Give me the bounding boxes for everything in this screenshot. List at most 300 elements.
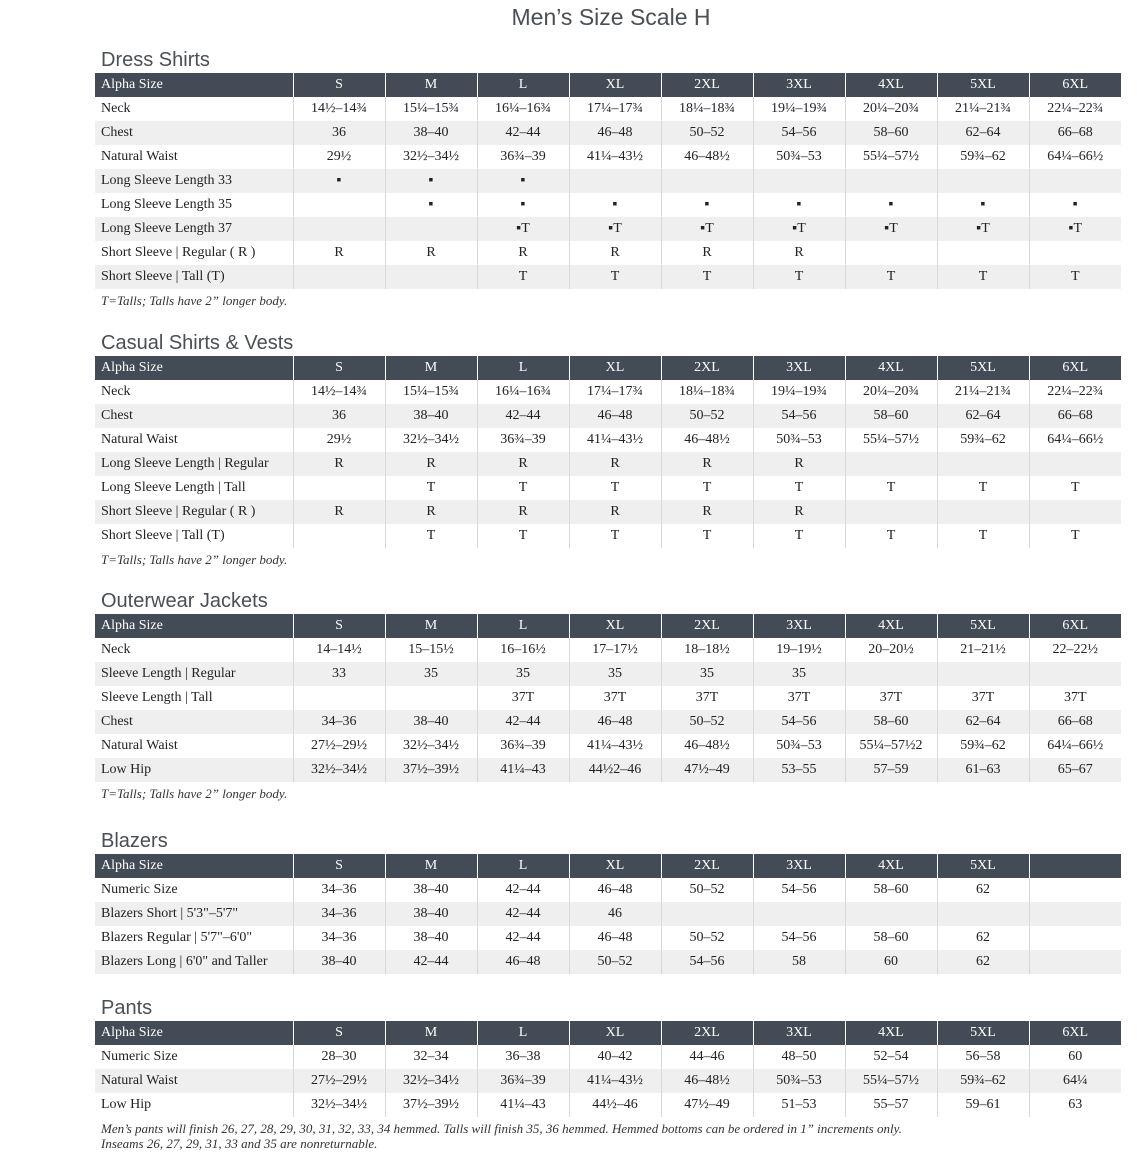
- section-title: Outerwear Jackets: [101, 590, 268, 612]
- table-cell: ▪T: [845, 217, 937, 241]
- table-cell: ▪: [845, 193, 937, 217]
- table-cell: 18¼–18¾: [661, 97, 753, 121]
- row-label: Blazers Short | 5'3"–5'7": [95, 902, 293, 926]
- table-cell: 64¼–66½: [1029, 734, 1121, 758]
- column-header-size: XL: [569, 614, 661, 638]
- table-cell: 42–44: [477, 902, 569, 926]
- table-cell: 37T: [661, 686, 753, 710]
- column-header-size: S: [293, 73, 385, 97]
- row-label: Neck: [101, 101, 131, 116]
- table-cell: 29½: [293, 428, 385, 452]
- table-row: [95, 476, 1121, 500]
- row-label: Low Hip: [101, 1097, 152, 1112]
- column-header-size: 6XL: [1029, 1021, 1121, 1045]
- row-label: Low Hip: [95, 758, 293, 782]
- table-cell: 22¼–22¾: [1029, 97, 1121, 121]
- table-cell: ▪T: [661, 217, 753, 241]
- section-note: T=Talls; Talls have 2” longer body.: [101, 552, 288, 567]
- table-cell: ▪T: [569, 217, 661, 241]
- table-cell: 59¾–62: [937, 145, 1029, 169]
- section-title: Pants: [101, 997, 153, 1019]
- row-label: Long Sleeve Length | Tall: [101, 480, 246, 495]
- section-note-2: Inseams 26, 27, 29, 31, 33 and 35 are nonreturnable.: [101, 1136, 378, 1151]
- column-header-size: [1029, 854, 1121, 878]
- table-row: [95, 524, 1121, 548]
- table-cell: 62–64: [937, 404, 1029, 428]
- row-label: Short Sleeve | Tall (T): [101, 528, 225, 543]
- table-cell: R: [385, 452, 477, 476]
- table-cell: 40–42: [569, 1045, 661, 1069]
- table-cell: T: [845, 476, 937, 500]
- table-cell: 32½–34½: [385, 428, 477, 452]
- column-header-size: S: [293, 854, 385, 878]
- table-cell: T: [661, 524, 753, 548]
- table-cell: R: [753, 500, 845, 524]
- table-cell: 36¾–39: [477, 734, 569, 758]
- table-cell: ▪: [385, 169, 477, 193]
- row-label: Natural Waist: [101, 432, 178, 447]
- table-cell: 54–56: [753, 878, 845, 902]
- table-cell: 19–19½: [753, 638, 845, 662]
- table-cell: R: [753, 452, 845, 476]
- table-cell: 38–40: [385, 902, 477, 926]
- table-cell: 38–40: [385, 878, 477, 902]
- column-header-label: Alpha Size: [95, 614, 293, 638]
- table-cell: T: [1029, 476, 1121, 500]
- table-row: [95, 878, 1121, 902]
- column-header-size: 5XL: [937, 614, 1029, 638]
- table-cell: ▪: [477, 169, 569, 193]
- table-cell: [569, 169, 661, 193]
- table-cell: [937, 902, 1029, 926]
- table-cell: 63: [1029, 1093, 1121, 1117]
- table-cell: 42–44: [477, 121, 569, 145]
- table-cell: ▪: [661, 193, 753, 217]
- column-header-size: 2XL: [661, 356, 753, 380]
- table-row: [95, 452, 1121, 476]
- table-cell: 41¼–43½: [569, 428, 661, 452]
- table-cell: 41¼–43: [477, 758, 569, 782]
- table-cell: 51–53: [753, 1093, 845, 1117]
- table-cell: 46–48½: [661, 145, 753, 169]
- table-cell: 64¼–66½: [1029, 145, 1121, 169]
- table-cell: T: [753, 476, 845, 500]
- row-label: Sleeve Length | Tall: [101, 690, 213, 705]
- table-cell: R: [661, 500, 753, 524]
- column-header-size: 5XL: [937, 73, 1029, 97]
- column-header-label: Alpha Size: [95, 73, 293, 97]
- table-cell: R: [477, 452, 569, 476]
- row-label: Long Sleeve Length 33: [95, 169, 293, 193]
- table-cell: 37T: [937, 686, 1029, 710]
- table-cell: 16–16½: [477, 638, 569, 662]
- table-cell: [937, 452, 1029, 476]
- table-cell: ▪: [293, 169, 385, 193]
- table-cell: [845, 662, 937, 686]
- table-cell: 52–54: [845, 1045, 937, 1069]
- row-label: Short Sleeve | Regular ( R ): [101, 245, 256, 260]
- row-label: Chest: [95, 710, 293, 734]
- row-label: Short Sleeve | Tall (T): [95, 265, 293, 289]
- table-cell: 38–40: [385, 404, 477, 428]
- table-cell: 54–56: [753, 121, 845, 145]
- table-cell: [845, 902, 937, 926]
- table-cell: 16¼–16¾: [477, 380, 569, 404]
- table-cell: T: [477, 476, 569, 500]
- table-cell: [753, 169, 845, 193]
- table-cell: 50–52: [661, 926, 753, 950]
- column-header-label: Alpha Size: [95, 1021, 293, 1045]
- table-cell: ▪T: [753, 217, 845, 241]
- table-cell: T: [385, 524, 477, 548]
- table-cell: 46–48: [569, 404, 661, 428]
- table-cell: 47½–49: [661, 1093, 753, 1117]
- table-cell: T: [477, 524, 569, 548]
- table-cell: 62: [937, 950, 1029, 974]
- column-header-size: M: [385, 1021, 477, 1045]
- table-cell: 15–15½: [385, 638, 477, 662]
- table-cell: [293, 217, 385, 241]
- table-cell: 27½–29½: [293, 1069, 385, 1093]
- table-cell: 36¾–39: [477, 145, 569, 169]
- size-table-casual-shirts: [95, 356, 1121, 548]
- table-cell: 50–52: [661, 404, 753, 428]
- table-row: [95, 638, 1121, 662]
- table-cell: 50–52: [661, 710, 753, 734]
- header-row: [95, 854, 1121, 878]
- table-cell: 59¾–62: [937, 428, 1029, 452]
- table-cell: T: [845, 265, 937, 289]
- size-table-dress-shirts: [95, 73, 1121, 289]
- row-label: Sleeve Length | Regular: [95, 662, 293, 686]
- table-cell: T: [477, 265, 569, 289]
- size-table-pants: [95, 1021, 1121, 1117]
- table-cell: R: [385, 500, 477, 524]
- table-cell: 54–56: [753, 710, 845, 734]
- table-cell: [293, 524, 385, 548]
- table-cell: 15¼–15¾: [385, 380, 477, 404]
- table-cell: [1029, 662, 1121, 686]
- table-cell: 22¼–22¾: [1029, 380, 1121, 404]
- table-cell: 59¾–62: [937, 1069, 1029, 1093]
- table-cell: 15¼–15¾: [385, 97, 477, 121]
- table-cell: 17¼–17¾: [569, 380, 661, 404]
- table-cell: 29½: [293, 145, 385, 169]
- table-cell: 58–60: [845, 926, 937, 950]
- table-cell: ▪T: [937, 217, 1029, 241]
- row-label: Blazers Regular | 5'7"–6'0": [101, 930, 253, 945]
- table-cell: [937, 500, 1029, 524]
- table-cell: [753, 902, 845, 926]
- column-header-size: L: [477, 73, 569, 97]
- column-header-size: 4XL: [845, 1021, 937, 1045]
- table-cell: T: [937, 476, 1029, 500]
- row-label: Chest: [95, 121, 293, 145]
- table-cell: 38–40: [385, 710, 477, 734]
- table-row: [95, 1069, 1121, 1093]
- column-header-size: 6XL: [1029, 356, 1121, 380]
- table-cell: T: [569, 476, 661, 500]
- column-header-size: L: [477, 854, 569, 878]
- column-header-size: XL: [569, 356, 661, 380]
- column-header-size: L: [477, 1021, 569, 1045]
- column-header-size: 6XL: [1029, 614, 1121, 638]
- table-cell: [385, 217, 477, 241]
- section-outerwear-jackets: [95, 588, 1121, 801]
- table-cell: [937, 241, 1029, 265]
- table-cell: 60: [1029, 1045, 1121, 1069]
- table-cell: 20¼–20¾: [845, 380, 937, 404]
- column-header-size: M: [385, 73, 477, 97]
- table-row: [95, 241, 1121, 265]
- table-cell: [845, 500, 937, 524]
- table-cell: 46–48: [477, 950, 569, 974]
- table-cell: [293, 193, 385, 217]
- table-cell: 66–68: [1029, 404, 1121, 428]
- table-cell: 32½–34½: [385, 734, 477, 758]
- table-cell: 32½–34½: [385, 1069, 477, 1093]
- table-cell: 41¼–43½: [569, 145, 661, 169]
- table-cell: [661, 169, 753, 193]
- table-row: [95, 710, 1121, 734]
- table-cell: 55¼–57½: [845, 145, 937, 169]
- table-row: [95, 734, 1121, 758]
- table-row: [95, 662, 1121, 686]
- column-header-size: 2XL: [661, 1021, 753, 1045]
- table-row: [95, 121, 1121, 145]
- table-cell: [661, 902, 753, 926]
- table-cell: [845, 169, 937, 193]
- table-cell: 46–48: [569, 878, 661, 902]
- table-cell: 62–64: [937, 710, 1029, 734]
- table-cell: R: [661, 241, 753, 265]
- table-cell: 55¼–57½: [845, 1069, 937, 1093]
- column-header-size: M: [385, 356, 477, 380]
- table-cell: 46–48½: [661, 734, 753, 758]
- table-cell: 42–44: [477, 926, 569, 950]
- section-blazers: [95, 828, 1121, 974]
- table-cell: 35: [385, 662, 477, 686]
- row-label: Chest: [95, 404, 293, 428]
- row-label: Long Sleeve Length 35: [101, 197, 233, 212]
- table-cell: 14½–14¾: [293, 380, 385, 404]
- table-cell: R: [661, 452, 753, 476]
- table-cell: ▪: [385, 193, 477, 217]
- table-cell: ▪: [937, 193, 1029, 217]
- table-cell: ▪: [1029, 193, 1121, 217]
- table-cell: 50–52: [569, 950, 661, 974]
- table-cell: 21–21½: [937, 638, 1029, 662]
- table-cell: 21¼–21¾: [937, 380, 1029, 404]
- table-cell: 34–36: [293, 878, 385, 902]
- column-header-size: XL: [569, 1021, 661, 1045]
- column-header-size: S: [293, 356, 385, 380]
- table-row: [95, 902, 1121, 926]
- table-cell: 34–36: [293, 926, 385, 950]
- column-header-size: 5XL: [937, 854, 1029, 878]
- table-cell: 50¾–53: [753, 145, 845, 169]
- table-row: [95, 686, 1121, 710]
- table-cell: 61–63: [937, 758, 1029, 782]
- column-header-size: 3XL: [753, 614, 845, 638]
- row-label: Natural Waist: [101, 738, 178, 753]
- row-label: Long Sleeve Length | Regular: [95, 452, 293, 476]
- table-cell: 46–48½: [661, 1069, 753, 1093]
- table-row: [95, 758, 1121, 782]
- table-cell: 55¼–57½: [845, 428, 937, 452]
- section-note: Men’s pants will finish 26, 27, 28, 29, 30, 31, 32, 33, 34 hemmed. Talls will finish 35, 36 hemmed. Hemmed bottoms can be ordered in 1” increments only.: [101, 1121, 902, 1136]
- section-dress-shirts: [95, 47, 1121, 308]
- column-header-size: 2XL: [661, 854, 753, 878]
- table-row: [95, 1045, 1121, 1069]
- table-cell: 53–55: [753, 758, 845, 782]
- table-cell: 19¼–19¾: [753, 97, 845, 121]
- table-cell: 56–58: [937, 1045, 1029, 1069]
- table-row: [95, 169, 1121, 193]
- table-cell: 44–46: [661, 1045, 753, 1069]
- table-cell: T: [937, 524, 1029, 548]
- table-cell: R: [293, 241, 385, 265]
- header-row: [95, 356, 1121, 380]
- table-cell: R: [569, 452, 661, 476]
- table-cell: 37½–39½: [385, 1093, 477, 1117]
- table-row: [95, 428, 1121, 452]
- section-pants: [95, 995, 1121, 1151]
- table-cell: 42–44: [477, 404, 569, 428]
- table-cell: ▪: [753, 193, 845, 217]
- column-header-size: 5XL: [937, 356, 1029, 380]
- table-row: [95, 265, 1121, 289]
- table-cell: R: [293, 500, 385, 524]
- table-cell: 35: [661, 662, 753, 686]
- column-header-size: 4XL: [845, 356, 937, 380]
- table-cell: ▪: [569, 193, 661, 217]
- table-cell: 54–56: [753, 404, 845, 428]
- column-header-size: 4XL: [845, 854, 937, 878]
- section-title: Dress Shirts: [101, 49, 210, 71]
- table-cell: 27½–29½: [293, 734, 385, 758]
- table-cell: 20¼–20¾: [845, 97, 937, 121]
- table-cell: T: [1029, 265, 1121, 289]
- column-header-size: L: [477, 614, 569, 638]
- table-cell: 50¾–53: [753, 1069, 845, 1093]
- size-table-outerwear: [95, 614, 1121, 782]
- table-cell: R: [385, 241, 477, 265]
- table-cell: 36: [293, 121, 385, 145]
- table-cell: R: [569, 500, 661, 524]
- table-cell: 58–60: [845, 121, 937, 145]
- table-cell: 14–14½: [293, 638, 385, 662]
- table-cell: 37T: [845, 686, 937, 710]
- table-cell: 58–60: [845, 878, 937, 902]
- row-label: Neck: [101, 642, 131, 657]
- table-cell: 42–44: [385, 950, 477, 974]
- row-label: Numeric Size: [101, 882, 178, 897]
- table-cell: 44½–46: [569, 1093, 661, 1117]
- table-cell: 62: [937, 878, 1029, 902]
- table-cell: [937, 169, 1029, 193]
- table-cell: T: [937, 265, 1029, 289]
- table-cell: 57–59: [845, 758, 937, 782]
- table-cell: T: [1029, 524, 1121, 548]
- table-cell: 14½–14¾: [293, 97, 385, 121]
- column-header-size: 6XL: [1029, 73, 1121, 97]
- table-cell: 66–68: [1029, 710, 1121, 734]
- table-cell: 18¼–18¾: [661, 380, 753, 404]
- table-row: [95, 97, 1121, 121]
- table-cell: 36¾–39: [477, 1069, 569, 1093]
- table-cell: T: [569, 524, 661, 548]
- table-cell: 22–22½: [1029, 638, 1121, 662]
- table-cell: [385, 265, 477, 289]
- table-cell: ▪: [477, 193, 569, 217]
- table-cell: 36–38: [477, 1045, 569, 1069]
- row-label: Blazers Long | 6'0" and Taller: [95, 950, 293, 974]
- table-row: [95, 1093, 1121, 1117]
- table-cell: T: [753, 524, 845, 548]
- table-cell: 37½–39½: [385, 758, 477, 782]
- table-cell: [293, 476, 385, 500]
- row-label: Long Sleeve Length 37: [95, 217, 293, 241]
- row-label: Natural Waist: [101, 149, 178, 164]
- table-cell: 66–68: [1029, 121, 1121, 145]
- column-header-size: S: [293, 614, 385, 638]
- table-cell: [1029, 452, 1121, 476]
- table-cell: 32½–34½: [293, 758, 385, 782]
- table-cell: ▪T: [1029, 217, 1121, 241]
- row-label: Numeric Size: [101, 1049, 178, 1064]
- table-cell: [1029, 169, 1121, 193]
- table-cell: 34–36: [293, 710, 385, 734]
- column-header-size: 4XL: [845, 614, 937, 638]
- table-cell: 58–60: [845, 710, 937, 734]
- table-cell: 46–48: [569, 926, 661, 950]
- table-cell: 35: [753, 662, 845, 686]
- table-cell: [1029, 878, 1121, 902]
- section-casual-shirts: [95, 330, 1121, 567]
- table-cell: [1029, 926, 1121, 950]
- table-cell: 44½2–46: [569, 758, 661, 782]
- table-cell: R: [477, 500, 569, 524]
- table-cell: R: [569, 241, 661, 265]
- table-cell: T: [845, 524, 937, 548]
- table-cell: T: [661, 476, 753, 500]
- table-cell: R: [477, 241, 569, 265]
- table-cell: 59¾–62: [937, 734, 1029, 758]
- table-cell: 19¼–19¾: [753, 380, 845, 404]
- table-cell: 38–40: [385, 121, 477, 145]
- table-row: [95, 926, 1121, 950]
- table-cell: [1029, 241, 1121, 265]
- table-cell: 18–18½: [661, 638, 753, 662]
- table-cell: [293, 265, 385, 289]
- table-cell: 59–61: [937, 1093, 1029, 1117]
- table-cell: 32½–34½: [293, 1093, 385, 1117]
- table-cell: 16¼–16¾: [477, 97, 569, 121]
- table-cell: 58: [753, 950, 845, 974]
- table-cell: 35: [477, 662, 569, 686]
- row-label: Short Sleeve | Regular ( R ): [95, 500, 293, 524]
- table-cell: 64¼–66½: [1029, 428, 1121, 452]
- section-title: Casual Shirts & Vests: [101, 332, 294, 354]
- table-cell: 50–52: [661, 878, 753, 902]
- table-cell: [385, 686, 477, 710]
- table-cell: T: [753, 265, 845, 289]
- table-cell: 48–50: [753, 1045, 845, 1069]
- table-cell: 32½–34½: [385, 145, 477, 169]
- table-cell: 55–57: [845, 1093, 937, 1117]
- table-cell: 50¾–53: [753, 428, 845, 452]
